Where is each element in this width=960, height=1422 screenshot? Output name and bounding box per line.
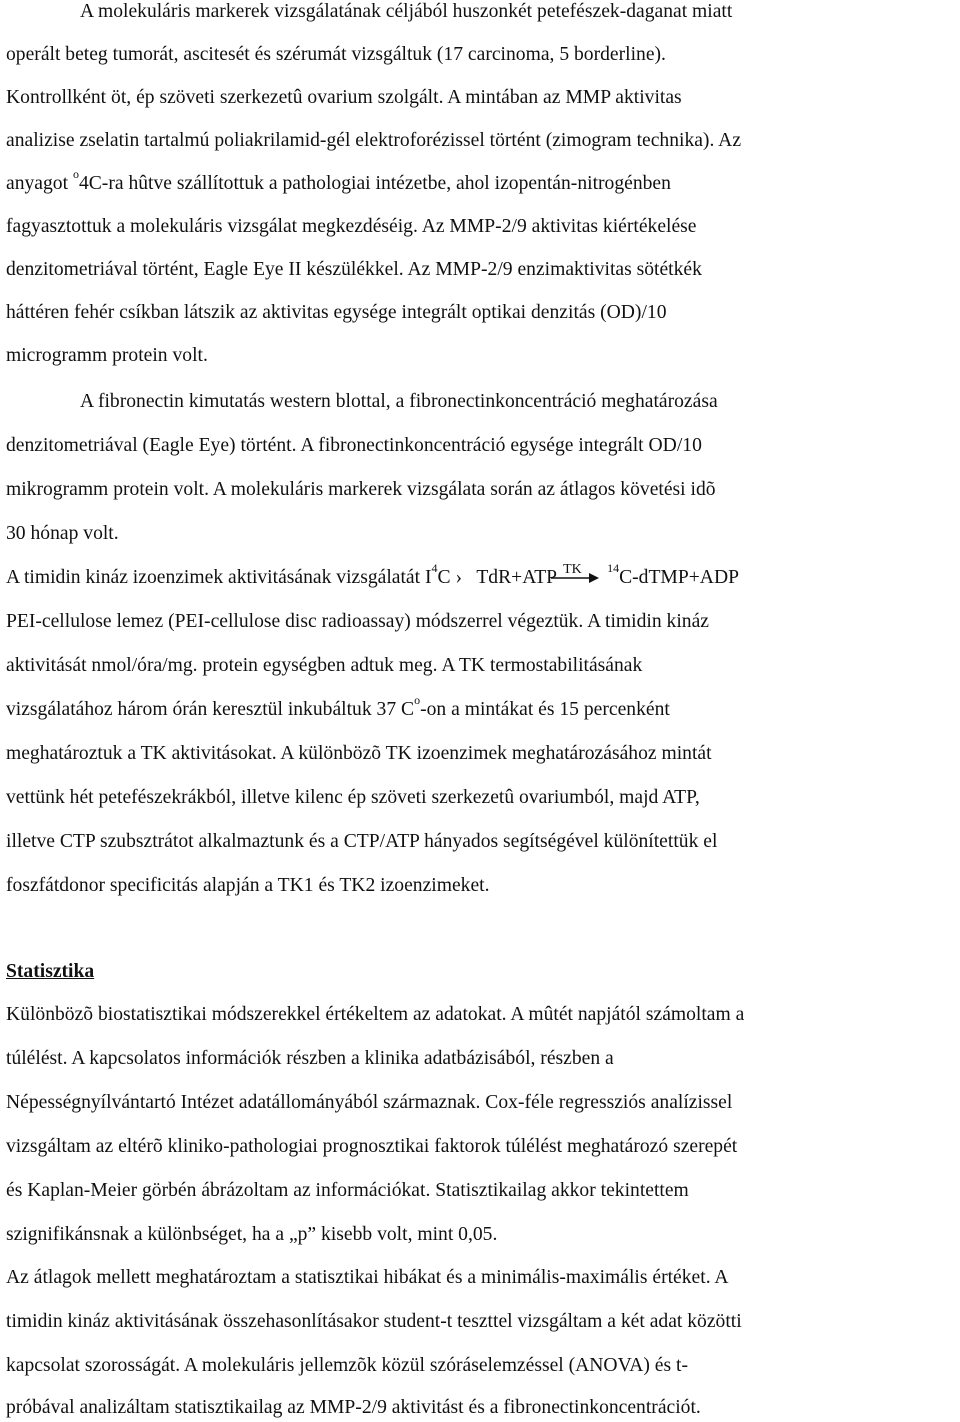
paragraph4-line4: vizsgáltam az eltérõ kliniko-pathologiai prognosztikai faktorok túlélést meghatározó szerepét (6, 1136, 738, 1157)
paragraph5-line2: timidin kináz aktivitásának összehasonlításakor student-t teszttel vizsgáltam a két adat közötti (6, 1311, 742, 1332)
superscript: o (72, 167, 79, 182)
text-fragment: -on a mintákat és 15 percenként (420, 699, 670, 720)
text-fragment: vizsgálatához három órán keresztül inkubáltuk 37 C (6, 699, 415, 720)
paragraph1-line5 (6, 167, 671, 196)
paragraph3-line2: PEI-cellulose lemez (PEI-cellulose disc radioassay) módszerrel végeztük. A timidin kináz (6, 611, 709, 632)
arrow-right-icon (551, 572, 601, 584)
paragraph1-line1: A molekuláris markerek vizsgálatának céljából huszonkét petefészek-daganat miatt (80, 1, 733, 22)
paragraph4-line5: és Kaplan-Meier görbén ábrázoltam az információkat. Statisztikailag akkor tekintettem (6, 1180, 689, 1201)
paragraph5-line3: kapcsolat szorosságát. A molekuláris jellemzõk közül szóráselemzéssel (ANOVA) és t- (6, 1355, 688, 1376)
text-fragment: A timidin kináz izoenzimek aktivitásának vizsgálatát I (6, 567, 432, 588)
paragraph5-line4: próbával analizáltam statisztikailag az MMP-2/9 aktivitást és a fibronectinkoncentrációt. (6, 1397, 701, 1418)
paragraph1-line6: fagyasztottuk a molekuláris vizsgálat megkezdéséig. Az MMP-2/9 aktivitas kiértékelése (6, 216, 697, 237)
paragraph4-line3: Népességnyílvántartó Intézet adatállományából származnak. Cox-féle regressziós analízissel (6, 1092, 733, 1113)
paragraph1-line7: denzitometriával történt, Eagle Eye II készülékkel. Az MMP-2/9 enzimaktivitas sötétkék (6, 259, 702, 280)
superscript: o (414, 693, 421, 708)
paragraph1-line4: analizise zselatin tartalmú poliakrilamid-gél elektroforézissel történt (zimogram technika). Az (6, 130, 742, 151)
paragraph2-line4: 30 hónap volt. (6, 523, 119, 544)
paragraph3-line6: vettünk hét petefészekrákból, illetve kilenc ép szöveti szerkezetû ovariumból, majd ATP, (6, 787, 700, 808)
paragraph3-line1 (6, 561, 739, 590)
paragraph5-line1: Az átlagok mellett meghatároztam a statisztikai hibákat és a minimális-maximális értéket. A (6, 1267, 729, 1288)
text-fragment: anyagot (6, 173, 73, 194)
paragraph1-line2: operált beteg tumorát, ascitesét és szérumát vizsgáltuk (17 carcinoma, 5 borderline). (6, 44, 666, 65)
paragraph1-line8: háttéren fehér csíkban látszik az aktivitas egysége integrált optikai denzitás (OD)/10 (6, 302, 667, 323)
paragraph3-line5: meghatároztuk a TK aktivitásokat. A különbözõ TK izoenzimek meghatározásához mintát (6, 743, 712, 764)
paragraph2-line3: mikrogramm protein volt. A molekuláris markerek vizsgálata során az átlagos követési idõ (6, 479, 716, 500)
text-fragment: C-dTMP+ADP (619, 567, 739, 588)
enzyme-label: TK (563, 562, 582, 577)
text-fragment: 4C-ra hûtve szállítottuk a pathologiai intézetbe, ahol izopentán-nitrogénben (78, 173, 671, 194)
paragraph2-line1: A fibronectin kimutatás western blottal, a fibronectinkoncentráció meghatározása (80, 391, 718, 412)
reaction-arrow (551, 562, 607, 590)
text-fragment: C › TdR+ATP (437, 567, 558, 588)
paragraph4-line1: Különbözõ biostatisztikai módszerekkel értékeltem az adatokat. A mûtét napjától számoltam a (6, 1004, 745, 1025)
paragraph4-line2: túlélést. A kapcsolatos információk részben a klinika adatbázisából, részben a (6, 1048, 614, 1069)
superscript: 14 (607, 561, 620, 576)
paragraph3-line8: foszfátdonor specificitás alapján a TK1 és TK2 izoenzimeket. (6, 875, 490, 896)
section-heading: Statisztika (6, 961, 95, 982)
paragraph2-line2: denzitometriával (Eagle Eye) történt. A fibronectinkoncentráció egysége integrált OD/10 (6, 435, 702, 456)
paragraph3-line4 (6, 693, 670, 722)
paragraph1-line9: microgramm protein volt. (6, 345, 208, 366)
superscript: 4 (431, 561, 438, 576)
paragraph4-line6: szignifikánsnak a különbséget, ha a „p” kisebb volt, mint 0,05. (6, 1224, 498, 1245)
paragraph3-line3: aktivitását nmol/óra/mg. protein egységben adtuk meg. A TK termostabilitásának (6, 655, 643, 676)
paragraph1-line3: Kontrollként öt, ép szöveti szerkezetû ovarium szolgált. A mintában az MMP aktivitas (6, 87, 682, 108)
paragraph3-line7: illetve CTP szubsztrátot alkalmaztunk és a CTP/ATP hányados segítségével különítettük el (6, 831, 718, 852)
